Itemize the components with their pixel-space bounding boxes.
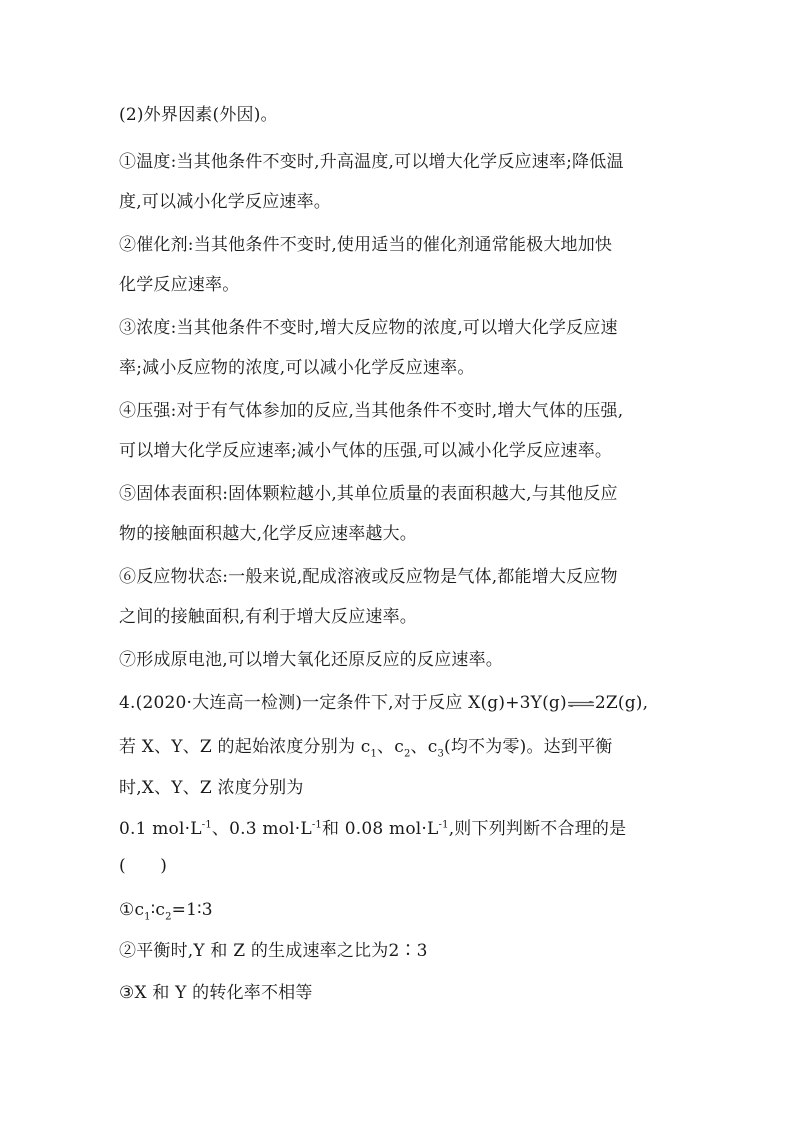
subscript: 1	[144, 911, 151, 923]
question-line-3: 时,X、Y、Z 浓度分别为	[119, 778, 304, 798]
item-3-line-1: ③浓度:当其他条件不变时,增大反应物的浓度,可以增大化学反应速	[119, 318, 618, 338]
question-line-1-post: 2Z(g),	[594, 693, 649, 713]
section-heading: (2)外界因素(外因)。	[119, 105, 278, 125]
superscript: -1	[311, 819, 322, 831]
question-text: 、0.3 mol·L	[211, 819, 312, 839]
item-2-line-1: ②催化剂:当其他条件不变时,使用适当的催化剂通常能极大地加快	[119, 235, 613, 255]
item-5-line-2: 物的接触面积越大,化学反应速率越大。	[119, 524, 418, 544]
option-text: =1∶3	[171, 900, 213, 920]
item-4-line-1: ④压强:对于有气体参加的反应,当其他条件不变时,增大气体的压强,	[119, 401, 624, 421]
question-text: 、c	[377, 737, 404, 757]
item-1-line-1: ①温度:当其他条件不变时,升高温度,可以增大化学反应速率;降低温	[119, 152, 624, 172]
option-3: ③X 和 Y 的转化率不相等	[119, 983, 313, 1003]
question-text: 、c	[410, 737, 438, 757]
item-7: ⑦形成原电池,可以增大氧化还原反应的反应速率。	[119, 650, 504, 670]
subscript: 1	[370, 748, 378, 760]
question-text: ,则下列判断不合理的是	[448, 819, 627, 839]
superscript: -1	[201, 819, 212, 831]
question-line-4	[119, 817, 626, 841]
question-text: 若 X、Y、Z 的起始浓度分别为 c	[119, 737, 371, 757]
question-line-2	[119, 735, 612, 759]
option-text: ∶c	[150, 900, 166, 920]
subscript: 2	[165, 911, 172, 923]
answer-blank: ( )	[119, 856, 168, 876]
item-5-line-1: ⑤固体表面积:固体颗粒越小,其单位质量的表面积越大,与其他反应	[119, 484, 618, 504]
option-1	[119, 898, 213, 922]
item-6-line-1: ⑥反应物状态:一般来说,配成溶液或反应物是气体,都能增大反应物	[119, 567, 618, 587]
question-text: (均不为零)。达到平衡	[444, 737, 613, 757]
item-3-line-2: 率;减小反应物的浓度,可以减小化学反应速率。	[119, 358, 475, 378]
question-line-1-pre: 4.(2020·大连高一检测)一定条件下,对于反应 X(g)+3Y(g)	[119, 693, 567, 713]
question-line-1	[119, 691, 648, 715]
superscript: -1	[438, 819, 449, 831]
option-2: ②平衡时,Y 和 Z 的生成速率之比为2∶3	[119, 941, 428, 961]
question-text: 0.1 mol·L	[119, 819, 202, 839]
item-6-line-2: 之间的接触面积,有利于增大反应速率。	[119, 607, 418, 627]
subscript: 2	[403, 748, 411, 760]
option-text: ①c	[119, 900, 145, 920]
equilibrium-arrow-icon	[567, 701, 595, 707]
subscript: 3	[437, 748, 445, 760]
item-1-line-2: 度,可以减小化学反应速率。	[119, 192, 332, 212]
item-2-line-2: 化学反应速率。	[119, 275, 240, 295]
item-4-line-2: 可以增大化学反应速率;减小气体的压强,可以减小化学反应速率。	[119, 441, 613, 461]
question-text: 和 0.08 mol·L	[321, 819, 439, 839]
